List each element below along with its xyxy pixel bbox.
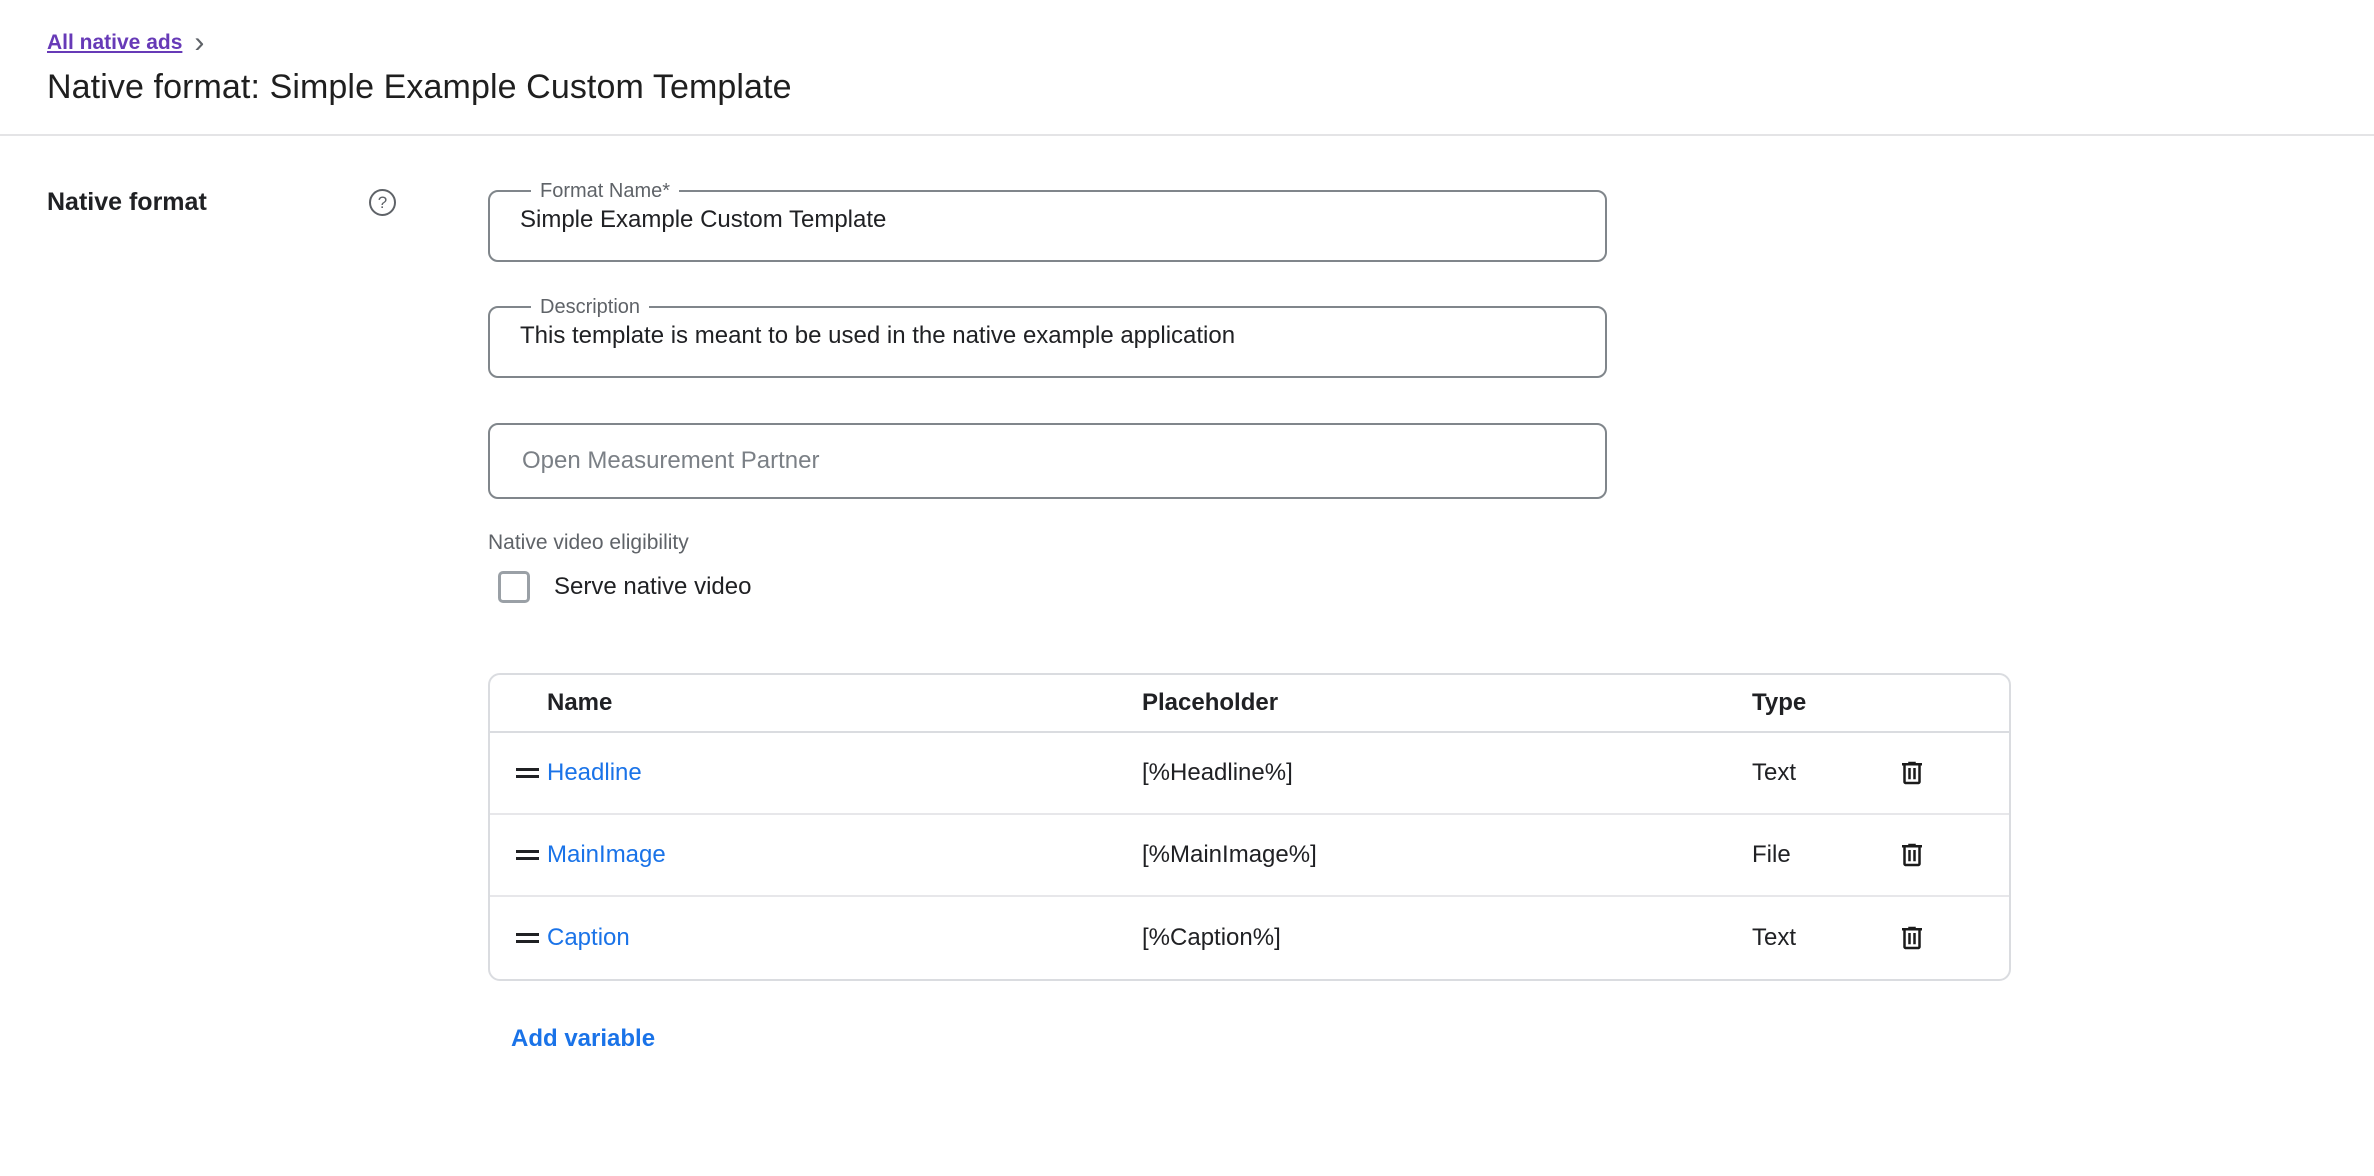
variable-type: Text	[1752, 924, 1797, 951]
section-label-column	[0, 180, 488, 217]
row-actions-cell	[1895, 757, 2009, 789]
variable-placeholder: [%Caption%]	[1142, 924, 1281, 951]
format-name-label: Format Name*	[540, 180, 671, 202]
page-title: Native format: Simple Example Custom Template	[47, 68, 792, 106]
format-name-field	[488, 180, 1607, 262]
breadcrumb	[47, 26, 2327, 59]
drag-handle-icon[interactable]	[516, 850, 539, 860]
serve-native-video-label[interactable]: Serve native video	[554, 573, 752, 600]
open-measurement-partner-field	[488, 423, 1607, 499]
variable-name-link[interactable]: MainImage	[547, 841, 666, 868]
variable-type: Text	[1752, 759, 1797, 786]
column-header-type: Type	[1752, 689, 1807, 716]
section-title: Native format	[47, 188, 207, 216]
variables-table-header	[490, 675, 2009, 733]
drag-handle-icon[interactable]	[516, 768, 539, 778]
main-content	[0, 136, 2374, 1053]
serve-native-video-checkbox[interactable]	[498, 571, 530, 603]
table-row	[490, 815, 2009, 897]
trash-icon	[1897, 942, 1927, 957]
breadcrumb-link-all-native-ads[interactable]: All native ads	[47, 31, 183, 54]
row-actions-cell	[1895, 839, 2009, 871]
column-header-placeholder: Placeholder	[1142, 689, 1279, 716]
trash-icon	[1897, 777, 1927, 792]
trash-icon	[1897, 859, 1927, 874]
add-variable-button[interactable]: Add variable	[511, 1025, 656, 1052]
variable-name-link[interactable]: Caption	[547, 924, 630, 951]
column-header-name: Name	[547, 689, 613, 716]
chevron-right-icon: ›	[194, 26, 205, 59]
row-handle-cell	[490, 850, 547, 860]
description-label: Description	[540, 296, 641, 318]
page-header	[0, 0, 2374, 107]
delete-variable-button[interactable]	[1897, 757, 1927, 789]
variable-name-link[interactable]: Headline	[547, 759, 642, 786]
help-icon[interactable]: ?	[369, 189, 396, 216]
table-row	[490, 897, 2009, 979]
variable-type: File	[1752, 841, 1791, 868]
delete-variable-button[interactable]	[1897, 839, 1927, 871]
row-handle-cell	[490, 933, 547, 943]
row-handle-cell	[490, 768, 547, 778]
serve-native-video-row	[488, 571, 1607, 603]
description-field	[488, 296, 1607, 378]
variable-placeholder: [%Headline%]	[1142, 759, 1293, 786]
format-name-input[interactable]	[518, 202, 1577, 248]
open-measurement-partner-input[interactable]	[520, 447, 1575, 475]
description-input[interactable]	[518, 318, 1577, 364]
variable-placeholder: [%MainImage%]	[1142, 841, 1317, 868]
drag-handle-icon[interactable]	[516, 933, 539, 943]
native-format-form	[488, 180, 1807, 1053]
row-actions-cell	[1895, 922, 2009, 954]
native-video-eligibility-label: Native video eligibility	[488, 531, 689, 554]
table-row	[490, 733, 2009, 815]
variables-table	[488, 673, 2011, 981]
delete-variable-button[interactable]	[1897, 922, 1927, 954]
